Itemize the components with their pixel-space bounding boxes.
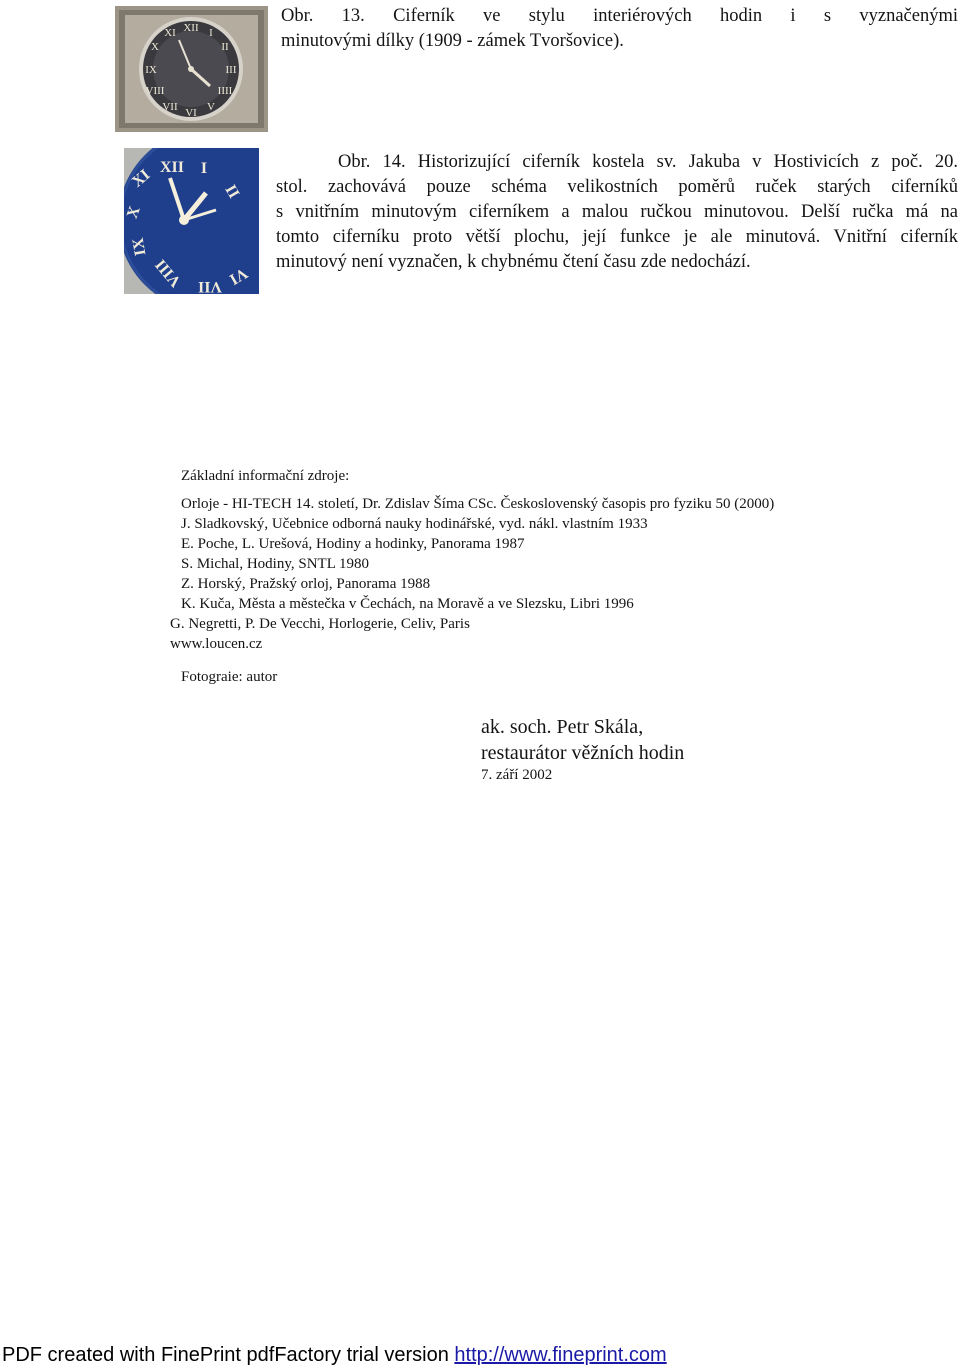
svg-text:V: V xyxy=(207,101,215,113)
source-item: www.loucen.cz xyxy=(170,636,263,652)
svg-text:X: X xyxy=(124,204,144,221)
svg-text:II: II xyxy=(221,41,229,53)
svg-text:I: I xyxy=(200,160,208,177)
svg-text:VIII: VIII xyxy=(145,85,165,97)
svg-text:XI: XI xyxy=(164,27,176,39)
svg-text:VIII: VIII xyxy=(152,255,185,290)
figure-14-caption-line-3: s vnitřním minutovým ciferníkem a malou ručkou minutovou. Delší ručka má na xyxy=(276,202,958,222)
svg-text:IX: IX xyxy=(145,64,157,76)
interior-clock-icon xyxy=(115,6,268,132)
source-item: Orloje - HI-TECH 14. století, Dr. Zdislav Šíma CSc. Československý časopis pro fyziku 50 (2000) xyxy=(181,496,775,512)
svg-text:X: X xyxy=(151,41,159,53)
figure-14-clock-image xyxy=(124,148,259,294)
pdf-footer-text: PDF created with FinePrint pdfFactory trial version xyxy=(2,1344,455,1366)
source-item: Z. Horský, Pražský orloj, Panorama 1988 xyxy=(181,576,431,592)
figure-13-caption xyxy=(281,4,958,54)
sources-heading: Základní informační zdroje: xyxy=(181,468,350,484)
figure-14-caption-line-1: Obr. 14. Historizující ciferník kostela sv. Jakuba v Hostivicích z poč. 20. xyxy=(338,152,958,172)
svg-text:XII: XII xyxy=(183,22,199,34)
svg-text:VII: VII xyxy=(197,278,223,294)
svg-text:VII: VII xyxy=(162,101,178,113)
figure-14-caption xyxy=(276,150,958,275)
source-item: J. Sladkovský, Učebnice odborná nauky hodinářské, vyd. nákl. vlastním 1933 xyxy=(181,516,648,532)
photo-credit: Fotograie: autor xyxy=(181,669,278,685)
author-role: restaurátor věžních hodin xyxy=(481,742,685,764)
figure-14-caption-line-5: minutový není vyznačen, k chybnému čtení času zde nedochází. xyxy=(276,252,751,272)
svg-text:VI: VI xyxy=(185,107,197,119)
source-item: G. Negretti, P. De Vecchi, Horlogerie, Celiv, Paris xyxy=(170,616,470,632)
source-item: S. Michal, Hodiny, SNTL 1980 xyxy=(181,556,370,572)
figure-14-caption-line-4: tomto ciferníku proto větší plochu, její funkce je ale minutová. Vnitřní ciferník xyxy=(276,227,958,247)
church-clock-icon xyxy=(124,148,259,294)
svg-text:II: II xyxy=(221,182,243,202)
svg-text:I: I xyxy=(209,27,213,39)
fineprint-link[interactable]: http://www.fineprint.com xyxy=(454,1344,667,1366)
figure-13-caption-line-1: Obr. 13. Ciferník ve stylu interiérových hodin i s vyznačenými xyxy=(281,6,958,26)
svg-text:IX: IX xyxy=(129,236,150,258)
svg-text:III: III xyxy=(225,64,237,76)
figure-13-clock-image xyxy=(115,6,268,132)
pdf-footer xyxy=(2,1344,667,1367)
author-name: ak. soch. Petr Skála, xyxy=(481,716,644,738)
source-item: E. Poche, L. Urešová, Hodiny a hodinky, Panorama 1987 xyxy=(181,536,525,552)
svg-text:VI: VI xyxy=(226,264,251,288)
svg-text:IIII: IIII xyxy=(217,85,233,97)
figure-14-caption-line-2: stol. zachovává pouze schéma velikostních poměrů ruček starých ciferníků xyxy=(276,177,958,197)
svg-text:XII: XII xyxy=(159,159,185,176)
figure-13-caption-line-2: minutovými dílky (1909 - zámek Tvoršovice). xyxy=(281,31,624,51)
signature-date: 7. září 2002 xyxy=(481,767,553,783)
svg-text:XI: XI xyxy=(128,166,154,191)
source-item: K. Kuča, Města a městečka v Čechách, na Moravě a ve Slezsku, Libri 1996 xyxy=(181,596,634,612)
